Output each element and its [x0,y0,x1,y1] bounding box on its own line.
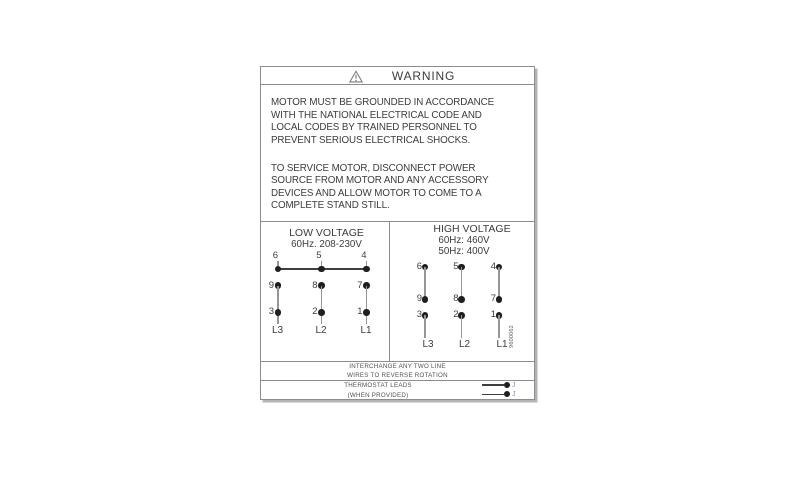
motor-warning-label [260,66,535,400]
wire-line [321,286,322,324]
line-label: L3 [271,324,284,336]
terminal-number: 1 [490,309,496,321]
terminal-dot [363,309,370,316]
terminal-dot [458,296,465,303]
wire-line [424,267,425,300]
rotation-note-line1: INTERCHANGE ANY TWO LINE [349,363,446,370]
warning-triangle-icon [349,70,363,83]
terminal-number: 2 [312,306,318,318]
wiring-section [261,221,534,362]
line-label: L2 [458,338,471,350]
terminal-dot [363,266,370,273]
terminal-number: 7 [490,293,496,305]
rotation-note-line2: WIRES TO REVERSE ROTATION [347,371,448,379]
terminal-number: 3 [268,306,274,318]
thermostat-note-line1: THERMOSTAT LEADS [344,382,412,389]
warning-line: LOCAL CODES BY TRAINED PERSONNEL TO [271,122,477,133]
thermostat-lead-line [482,394,504,396]
line-label: L1 [496,338,508,350]
high-voltage-subtitle-50hz: 50Hz: 400V [438,246,490,257]
warning-header [261,67,534,85]
wire-line [498,267,499,300]
thermostat-note-line2: (WHEN PROVIDED) [347,391,409,399]
terminal-number: 8 [312,279,318,291]
terminal-number: 5 [316,250,322,261]
low-voltage-subtitle: 60Hz. 208-230V [291,239,362,250]
warning-line: MOTOR MUST BE GROUNDED IN ACCORDANCE [271,97,495,108]
line-label: L3 [422,338,434,350]
terminal-dot [318,266,325,273]
warning-paragraph-2 [271,163,511,213]
terminal-number: 7 [357,279,363,291]
terminal-number: 1 [357,306,363,318]
thermostat-lead-line [482,384,504,386]
line-label: L1 [360,324,372,336]
low-voltage-title: LOW VOLTAGE [289,227,364,239]
thermostat-note [261,381,534,400]
terminal-number: 8 [453,293,459,305]
rotation-note [261,363,534,381]
high-voltage-subtitle-60hz: 60Hz: 460V [438,235,490,246]
terminal-number: 9 [268,279,274,291]
terminal-number: 4 [490,260,496,272]
terminal-number: 6 [272,250,278,261]
wire-line [366,286,367,324]
wire-line [424,315,425,337]
thermostat-lead-label: J [512,390,516,398]
warning-title: WARNING [391,69,456,83]
wire-line [461,267,462,300]
terminal-number: 6 [416,260,422,272]
thermostat-lead-dot [504,382,510,388]
warning-line: TO SERVICE MOTOR, DISCONNECT POWER [271,162,476,174]
wire-line [461,315,462,337]
wire-line [498,315,499,337]
thermostat-lead-label: J [512,381,516,389]
terminal-number: 5 [453,260,459,272]
wire-line [277,286,278,324]
terminal-number: 4 [361,250,367,261]
terminal-dot [275,309,282,316]
terminal-dot [275,266,282,273]
warning-paragraph-1 [271,97,511,147]
warning-line: SOURCE FROM MOTOR AND ANY ACCESSORY [271,175,489,186]
thermostat-lead-dot [504,391,510,397]
terminal-dot [318,309,325,316]
terminal-dot [422,296,429,303]
terminal-dot [496,296,503,303]
line-label: L2 [315,324,327,336]
warning-line: COMPLETE STAND STILL. [271,200,390,211]
terminal-number: 2 [453,309,459,321]
terminal-number: 3 [416,309,422,321]
warning-line: WITH THE NATIONAL ELECTRICAL CODE AND [271,109,482,121]
part-number-vertical: 9600062 [509,325,515,348]
terminal-number: 9 [416,293,422,305]
warning-line: PREVENT SERIOUS ELECTRICAL SHOCKS. [271,134,471,146]
warning-line: DEVICES AND ALLOW MOTOR TO COME TO A [271,187,482,199]
high-voltage-title: HIGH VOLTAGE [433,223,511,235]
